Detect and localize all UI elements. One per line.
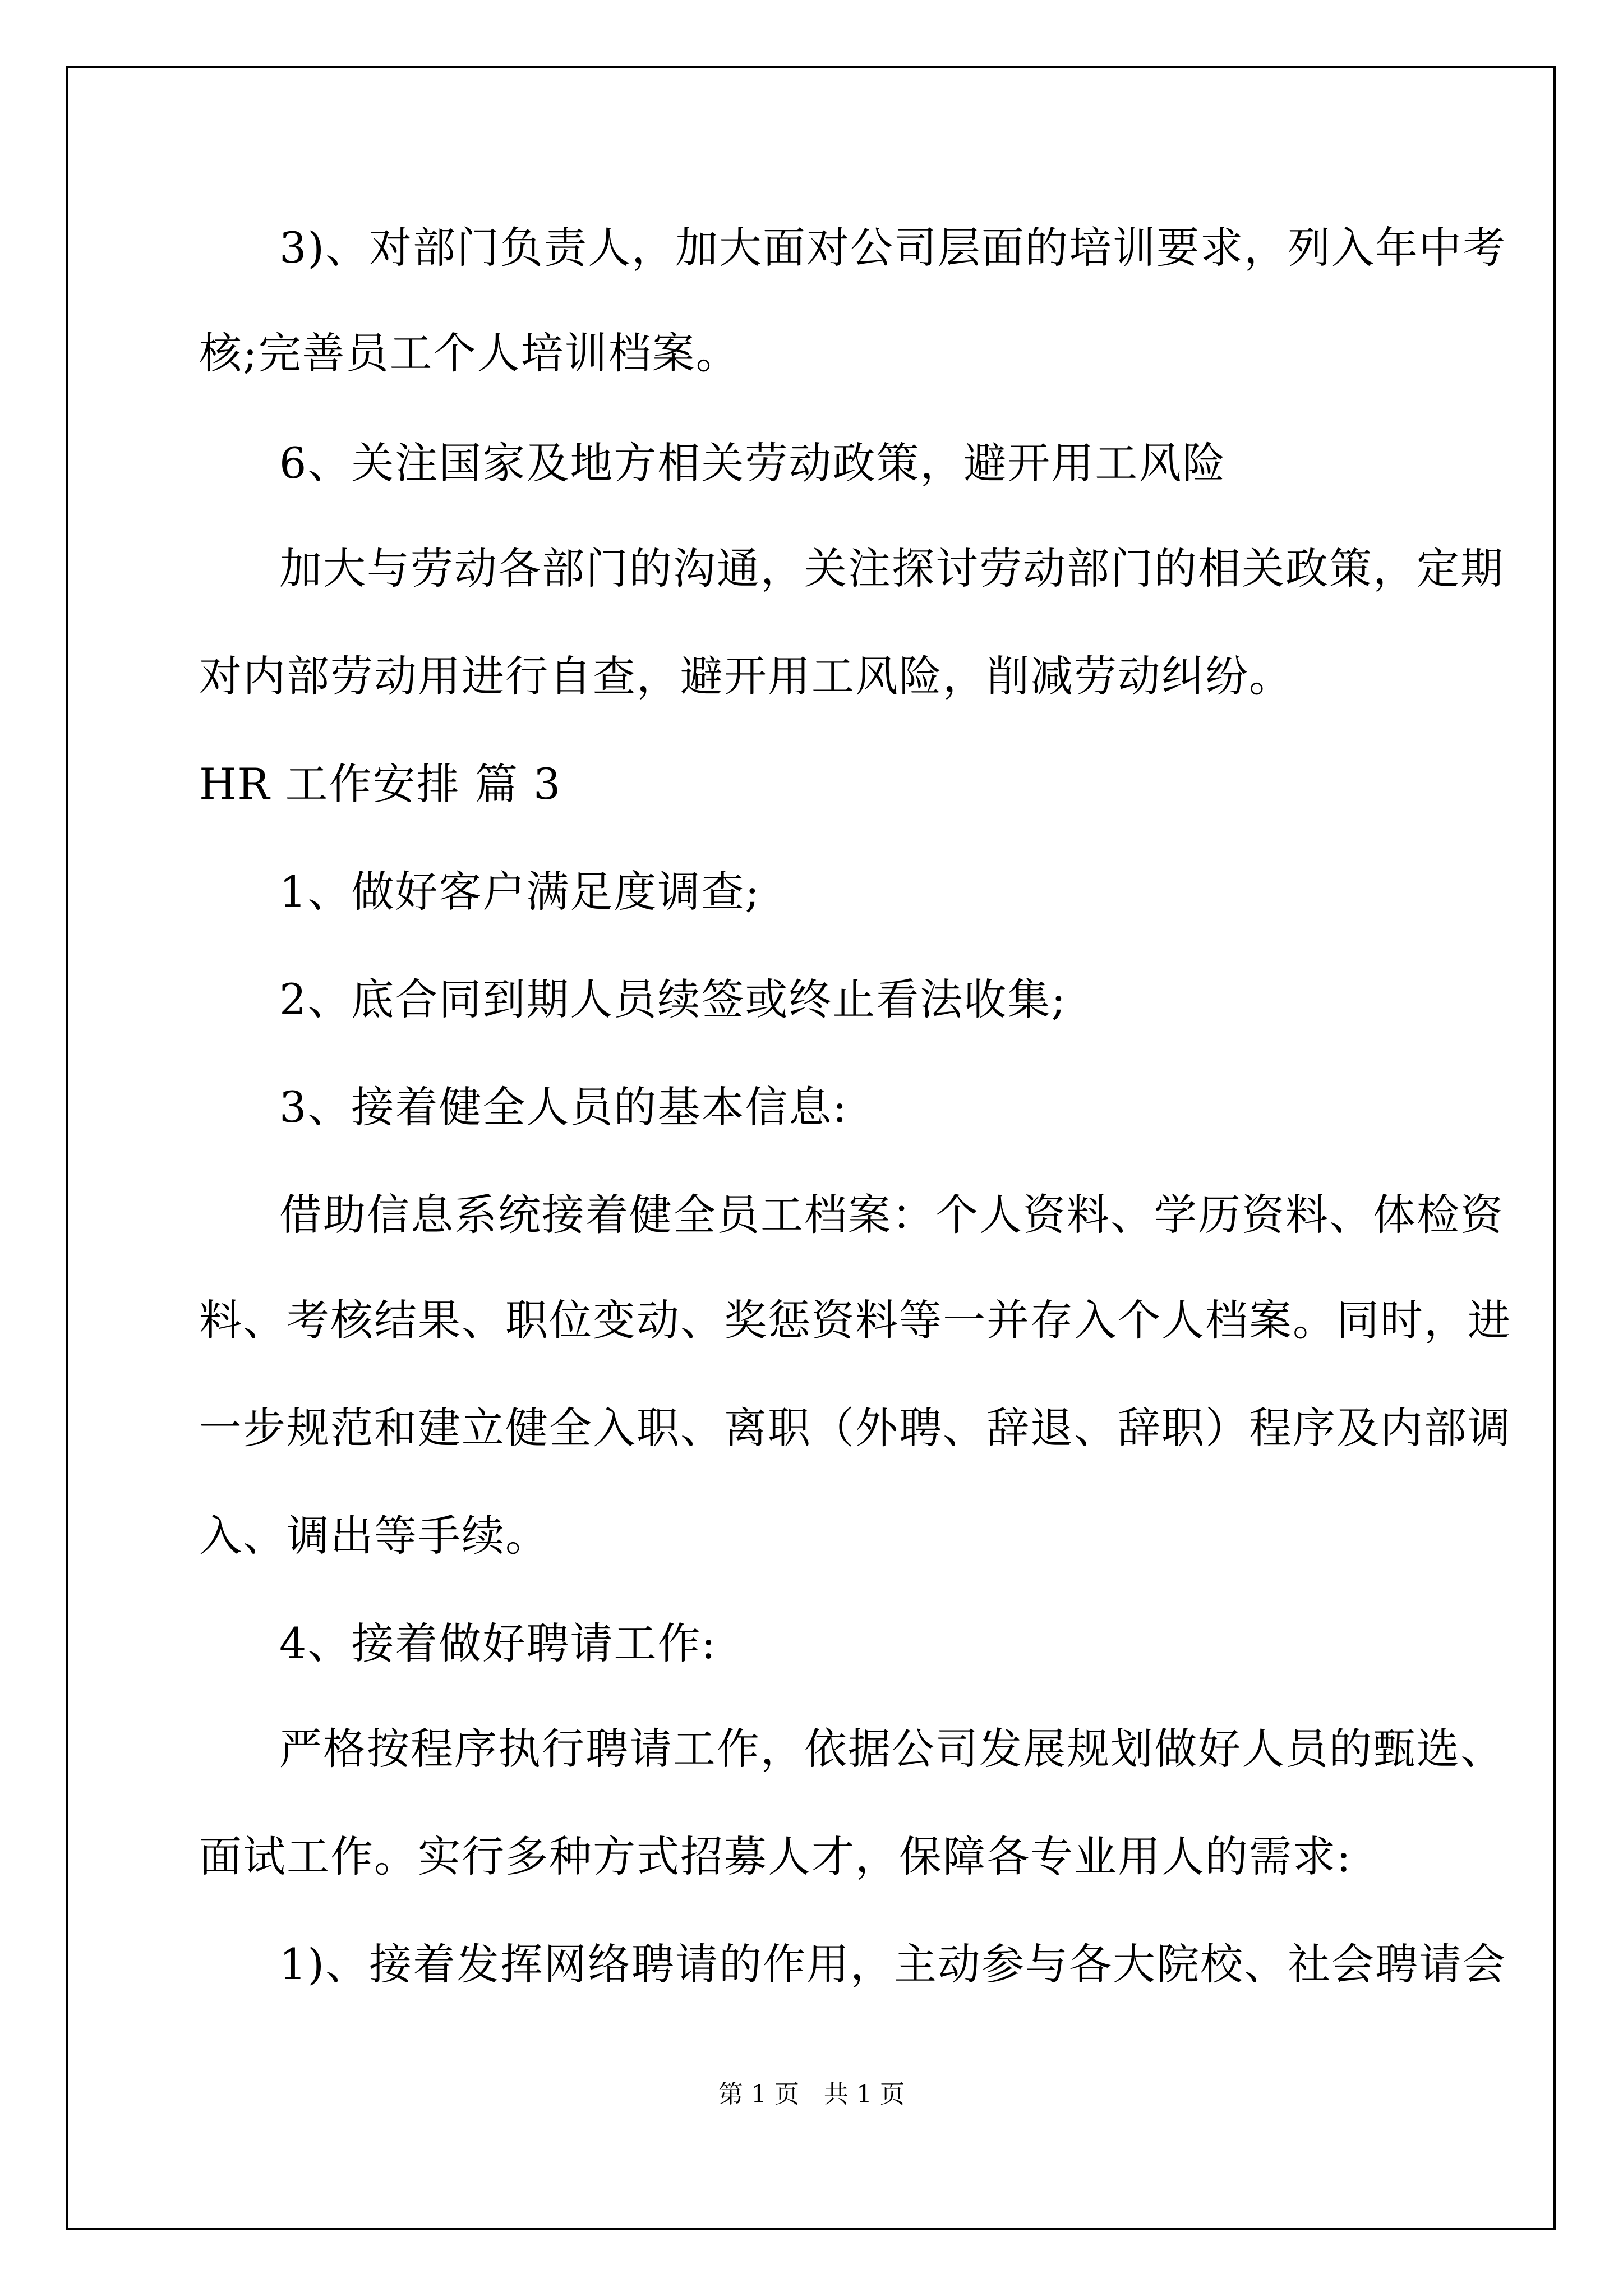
- text-line-2: 核;完善员工个人培训档案。: [199, 328, 740, 378]
- page-number: 第 1 页 共 1 页: [718, 2080, 905, 2109]
- text-line-5: 对内部劳动用进行自查，避开用工风险，削减劳动纠纷。: [199, 651, 1293, 701]
- text-line-16: 面试工作。实行多种方式招募人才，保障各专业用人的需求:: [199, 1832, 1352, 1881]
- text-line-11: 料、考核结果、职位变动、奖惩资料等一并存入个人档案。同时，进: [199, 1295, 1511, 1345]
- text-line-4: 加大与劳动各部门的沟通，关注探讨劳动部门的相关政策，定期: [279, 544, 1504, 593]
- text-line-15: 严格按程序执行聘请工作，依据公司发展规划做好人员的甄选、: [279, 1724, 1504, 1774]
- text-line-14: 4、接着做好聘请工作:: [279, 1618, 717, 1668]
- text-line-3: 6、关注国家及地方相关劳动政策，避开用工风险: [279, 438, 1227, 488]
- text-line-1: 3)、对部门负责人，加大面对公司层面的培训要求，列入年中考: [279, 223, 1507, 273]
- text-line-17: 1)、接着发挥网络聘请的作用，主动参与各大院校、社会聘请会: [279, 1939, 1507, 1989]
- section-heading: HR 工作安排 篇 3: [199, 759, 562, 809]
- text-line-7: 1、做好客户满足度调查;: [279, 867, 760, 917]
- text-line-9: 3、接着健全人员的基本信息:: [279, 1082, 848, 1132]
- text-line-10: 借助信息系统接着健全员工档案：个人资料、学历资料、体检资: [279, 1190, 1504, 1240]
- text-line-13: 入、调出等手续。: [199, 1511, 549, 1561]
- text-line-12: 一步规范和建立健全入职、离职（外聘、辞退、辞职）程序及内部调: [199, 1403, 1511, 1453]
- text-line-8: 2、底合同到期人员续签或终止看法收集;: [279, 974, 1067, 1024]
- page-border: [66, 66, 1556, 2230]
